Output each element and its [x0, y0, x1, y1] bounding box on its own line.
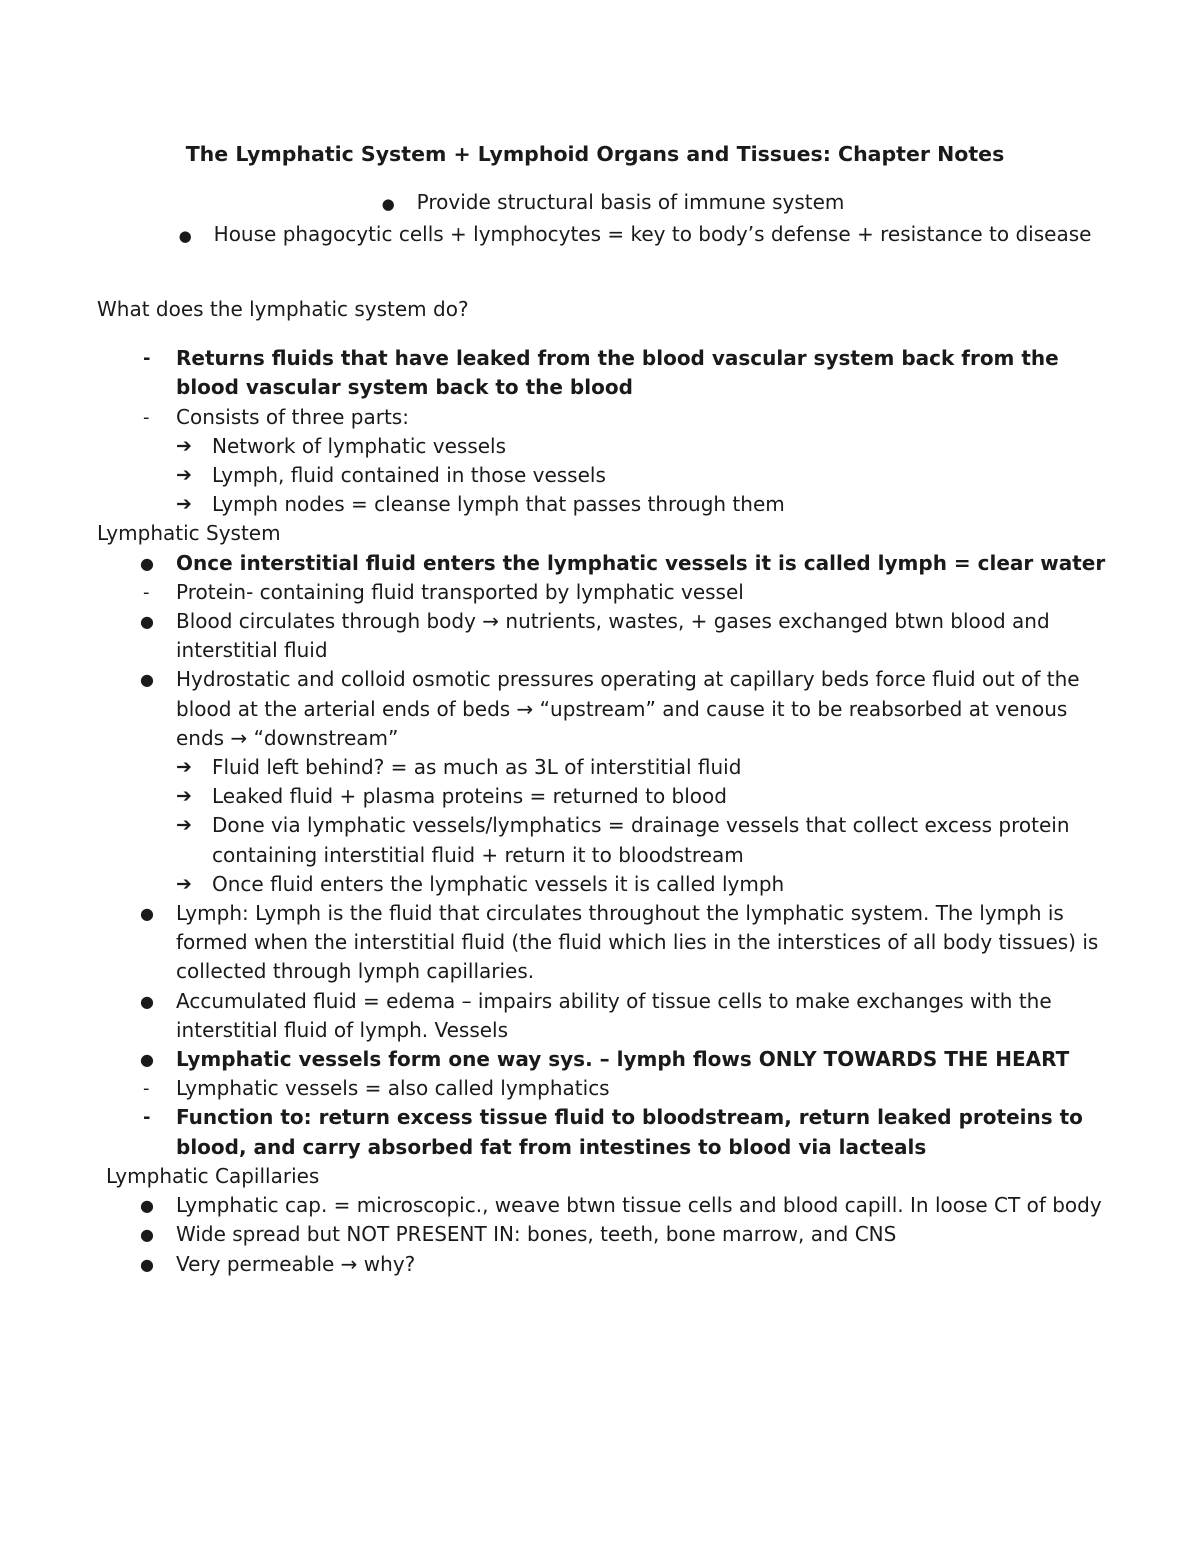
- list-item: ● Accumulated fluid = edema – impairs ability of tissue cells to make exchanges with the interstitial fluid of lymph. Vessels: [140, 988, 1052, 1042]
- sub-list-item: ➔ Lymph, fluid contained in those vessels: [97, 461, 1107, 490]
- arrow-icon: ➔: [176, 756, 192, 779]
- sub-list-item: ➔ Fluid left behind? = as much as 3L of interstitial fluid: [97, 753, 1107, 782]
- bullet-icon: ●: [140, 991, 154, 1011]
- bullet-icon: ●: [140, 904, 154, 924]
- list-item: ● Provide structural basis of immune system: [381, 190, 845, 214]
- arrow-icon: ➔: [176, 814, 192, 837]
- list-item: - Returns fluids that have leaked from the blood vascular system back from the blood vascular system back to the blood: [143, 346, 1059, 400]
- bullet-icon: ●: [140, 670, 154, 690]
- list-item: ● Wide spread but NOT PRESENT IN: bones, teeth, bone marrow, and CNS: [97, 1220, 1107, 1249]
- dash-icon: -: [143, 348, 151, 370]
- bullet-icon: ●: [140, 1050, 154, 1070]
- list-item: ● Lymphatic cap. = microscopic., weave btwn tissue cells and blood capill. In loose CT of body: [97, 1191, 1107, 1220]
- sub-list-item: ➔ Done via lymphatic vessels/lymphatics = drainage vessels that collect excess protein containing interstitial fluid + return it to bloodstream: [176, 813, 1070, 867]
- list-item: - Protein- containing fluid transported by lymphatic vessel: [97, 578, 1107, 607]
- list-item: ● Lymph: Lymph is the fluid that circulates throughout the lymphatic system. The lymph is formed when the interstitial fluid (the fluid which lies in the interstices of all body tissues) is collected through lymph capillaries.: [140, 901, 1099, 984]
- arrow-icon: ➔: [176, 872, 192, 895]
- page-title: The Lymphatic System + Lymphoid Organs and Tissues: Chapter Notes: [185, 142, 1005, 166]
- arrow-icon: ➔: [176, 434, 192, 457]
- section-heading: What does the lymphatic system do?: [97, 297, 469, 321]
- dash-icon: -: [143, 406, 150, 428]
- bullet-icon: ●: [140, 1225, 154, 1245]
- sub-list-item: ➔ Lymph nodes = cleanse lymph that passes through them: [97, 490, 1107, 519]
- list-item: - Consists of three parts:: [97, 403, 1107, 432]
- section-heading: Lymphatic Capillaries: [106, 1163, 320, 1188]
- dash-icon: -: [143, 1078, 150, 1100]
- list-item: - Lymphatic vessels = also called lymphatics: [97, 1074, 1107, 1103]
- bullet-icon: ●: [140, 1254, 154, 1274]
- list-item: ● Hydrostatic and colloid osmotic pressures operating at capillary beds force fluid out of the blood at the arterial ends of beds → “upstream” and cause it to be reabsorbed at venous ends → “downstream”: [140, 667, 1080, 750]
- intro-list: [0, 188, 1200, 251]
- arrow-icon: ➔: [176, 785, 192, 808]
- bullet-icon: ●: [140, 553, 154, 573]
- arrow-icon: ➔: [176, 464, 192, 487]
- section-heading: Lymphatic System: [97, 521, 281, 546]
- bullet-icon: ●: [140, 612, 154, 632]
- list-item: - Function to: return excess tissue fluid to bloodstream, return leaked proteins to blood, and carry absorbed fat from intestines to blood via lacteals: [143, 1105, 1083, 1159]
- dash-icon: -: [143, 1107, 151, 1129]
- bullet-icon: ●: [381, 195, 395, 213]
- list-item: ● Once interstitial fluid enters the lymphatic vessels it is called lymph = clear water: [97, 549, 1107, 578]
- arrow-icon: ➔: [176, 493, 192, 516]
- bullet-icon: ●: [140, 1196, 154, 1216]
- dash-icon: -: [143, 581, 150, 603]
- list-item: ● Blood circulates through body → nutrients, wastes, + gases exchanged btwn blood and interstitial fluid: [140, 609, 1050, 663]
- list-item: ● Very permeable → why?: [97, 1250, 1107, 1279]
- list-item: ● House phagocytic cells + lymphocytes = key to body’s defense + resistance to disease: [178, 222, 1092, 246]
- sub-list-item: ➔ Network of lymphatic vessels: [97, 432, 1107, 461]
- sub-list-item: ➔ Once fluid enters the lymphatic vessels it is called lymph: [97, 870, 1107, 899]
- bullet-icon: ●: [178, 227, 192, 245]
- sub-list-item: ➔ Leaked fluid + plasma proteins = returned to blood: [97, 782, 1107, 811]
- list-item: ● Lymphatic vessels form one way sys. – lymph flows ONLY TOWARDS THE HEART: [97, 1045, 1107, 1074]
- section-what-does: [97, 295, 1107, 1279]
